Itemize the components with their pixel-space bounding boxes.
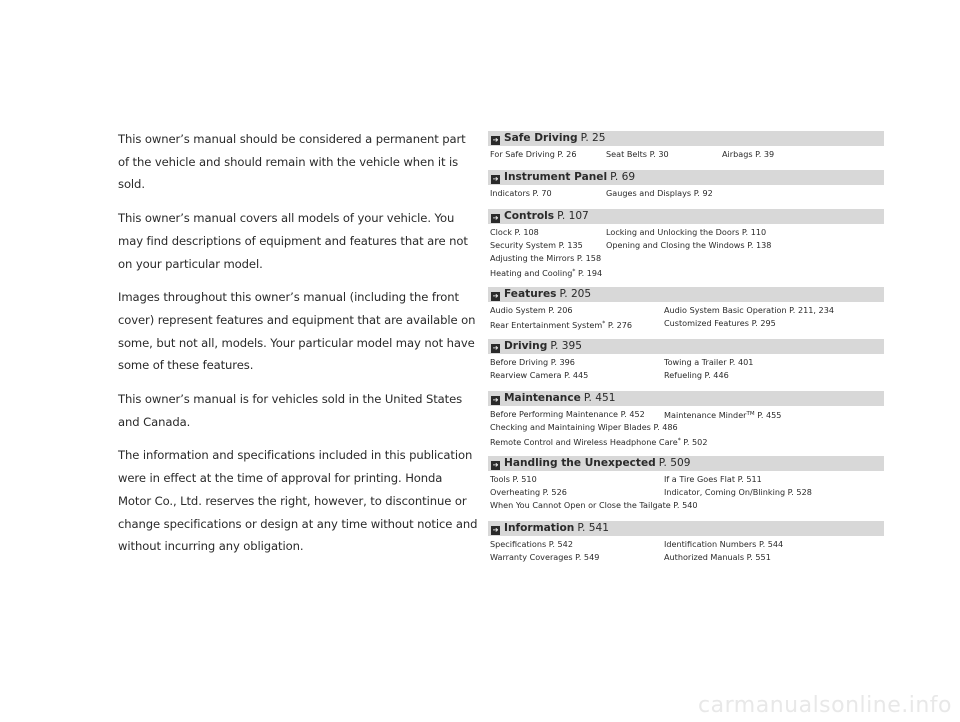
arrow-icon: ➔ [492,175,499,183]
toc-row [490,434,884,447]
section-page: P. 69 [610,171,636,183]
intro-paragraph: This owner’s manual should be considered a permanent part of the vehicle and should remain with the vehicle when it is sold. [118,132,466,192]
toc-entry-link[interactable]: Overheating P. 526 [490,487,567,497]
section-header-link[interactable] [488,456,884,471]
section-entries [488,146,884,161]
toc-row [490,369,884,382]
section-title: Information [504,522,575,534]
arrow-icon: ➔ [492,344,499,352]
toc-row [490,421,884,434]
toc-entry-link[interactable]: Before Driving P. 396 [490,357,575,367]
section-entries [488,224,884,278]
toc-row [490,187,884,200]
toc-section [488,456,884,512]
toc-section [488,391,884,447]
section-header-link[interactable] [488,339,884,354]
toc-entry-link[interactable]: Towing a Trailer P. 401 [664,357,754,367]
arrow-icon: ➔ [492,526,499,534]
arrow-icon: ➔ [492,292,499,300]
toc-row [490,148,884,161]
toc-entry-link[interactable]: Adjusting the Mirrors P. 158 [490,253,602,263]
section-page: P. 509 [658,457,691,469]
toc-row [490,486,884,499]
watermark: carmanualsonline.info [698,693,952,718]
section-header-link[interactable] [488,287,884,302]
toc-section [488,170,884,200]
table-of-contents [488,131,884,573]
toc-entry-link[interactable]: Rearview Camera P. 445 [490,370,589,380]
toc-row [490,304,884,317]
intro-text [118,128,478,569]
section-title: Controls [504,210,555,222]
toc-section [488,339,884,382]
arrow-icon: ➔ [492,461,499,469]
section-entries [488,471,884,512]
toc-entry-link[interactable]: If a Tire Goes Flat P. 511 [664,474,762,484]
section-title: Driving [504,340,548,352]
toc-entry-link[interactable]: When You Cannot Open or Close the Tailgate P. 540 [490,500,698,510]
section-entries [488,185,884,200]
intro-paragraph: Images throughout this owner’s manual (including the front cover) represent features and equipment that are available on some, but not all, models. Your particular model may not have some of these features. [118,290,476,373]
toc-entry-link[interactable]: Opening and Closing the Windows P. 138 [606,240,772,250]
toc-entry-link[interactable]: Maintenance Minder™ P. 455 [664,410,782,420]
toc-row [490,408,884,421]
arrow-icon: ➔ [492,136,499,144]
section-header-link[interactable] [488,391,884,406]
section-header-link[interactable] [488,131,884,146]
toc-row [490,356,884,369]
toc-entry-link[interactable]: Audio System P. 206 [490,305,573,315]
toc-section [488,209,884,278]
toc-entry-link[interactable]: Seat Belts P. 30 [606,149,669,159]
section-page: P. 395 [550,340,583,352]
toc-entry-link[interactable]: Heating and Cooling* P. 194 [490,268,603,278]
toc-entry-link[interactable]: Specifications P. 542 [490,539,573,549]
toc-entry-link[interactable]: Before Performing Maintenance P. 452 [490,409,645,419]
toc-row [490,265,884,278]
toc-entry-link[interactable]: Airbags P. 39 [722,149,775,159]
section-page: P. 25 [580,132,606,144]
toc-entry-link[interactable]: Indicator, Coming On/Blinking P. 528 [664,487,812,497]
toc-row [490,252,884,265]
toc-entry-link[interactable]: Identification Numbers P. 544 [664,539,784,549]
section-entries [488,354,884,382]
toc-entry-link[interactable]: Remote Control and Wireless Headphone Care* P. 502 [490,437,708,447]
toc-entry-link[interactable]: Customized Features P. 295 [664,318,776,328]
toc-entry-link[interactable]: Locking and Unlocking the Doors P. 110 [606,227,767,237]
toc-row [490,473,884,486]
section-header-link[interactable] [488,170,884,185]
section-entries [488,302,884,330]
section-header-link[interactable] [488,521,884,536]
toc-section [488,131,884,161]
toc-entry-link[interactable]: Indicators P. 70 [490,188,552,198]
section-page: P. 541 [577,522,610,534]
arrow-icon: ➔ [492,396,499,404]
toc-entry-link[interactable]: For Safe Driving P. 26 [490,149,577,159]
section-title: Features [504,288,557,300]
arrow-icon: ➔ [492,214,499,222]
toc-entry-link[interactable]: Refueling P. 446 [664,370,729,380]
section-title: Maintenance [504,392,581,404]
toc-entry-link[interactable]: Clock P. 108 [490,227,539,237]
toc-row [490,551,884,564]
section-title: Handling the Unexpected [504,457,656,469]
section-entries [488,536,884,564]
toc-row [490,499,884,512]
section-page: P. 451 [583,392,616,404]
section-page: P. 107 [557,210,589,222]
toc-entry-link[interactable]: Gauges and Displays P. 92 [606,188,713,198]
intro-paragraph: This owner’s manual covers all models of your vehicle. You may find descriptions of equipment and features that are not on your particular model. [118,211,468,271]
toc-row [490,239,884,252]
toc-entry-link[interactable]: Security System P. 135 [490,240,583,250]
intro-paragraph: The information and specifications included in this publication were in effect at the time of approval for printing. Honda Motor Co., Ltd. reserves the right, however, to discontinue or change specifications or design at any time without notice and without incurring any obligation. [118,448,478,554]
section-title: Safe Driving [504,132,578,144]
toc-section [488,521,884,564]
toc-entry-link[interactable]: Tools P. 510 [490,474,537,484]
toc-entry-link[interactable]: Checking and Maintaining Wiper Blades P. 486 [490,422,678,432]
section-page: P. 205 [559,288,592,300]
toc-entry-link[interactable]: Authorized Manuals P. 551 [664,552,771,562]
toc-entry-link[interactable]: Warranty Coverages P. 549 [490,552,600,562]
section-entries [488,406,884,447]
toc-entry-link[interactable]: Audio System Basic Operation P. 211, 234 [664,305,834,315]
section-header-link[interactable] [488,209,884,224]
intro-paragraph: This owner’s manual is for vehicles sold in the United States and Canada. [118,392,463,429]
toc-section [488,287,884,330]
toc-row [490,226,884,239]
section-title: Instrument Panel [504,171,608,183]
toc-row [490,538,884,551]
toc-row [490,317,884,330]
toc-entry-link[interactable]: Rear Entertainment System* P. 276 [490,320,633,330]
